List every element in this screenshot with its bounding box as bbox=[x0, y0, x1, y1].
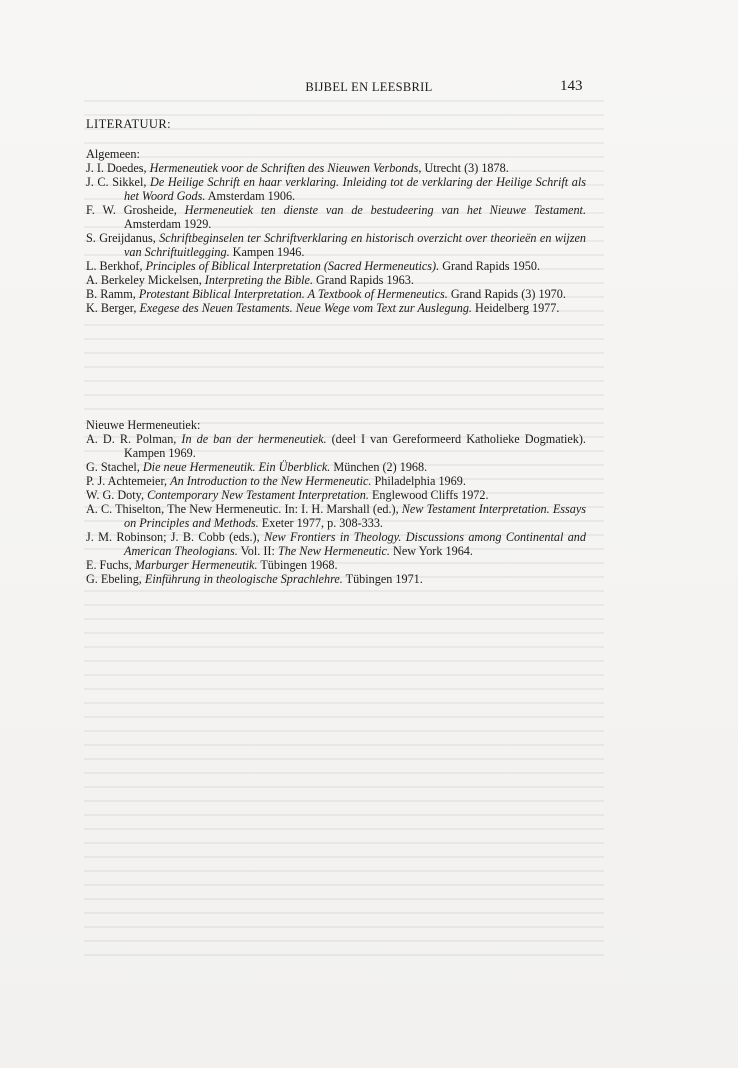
bibliography-entry: G. Ebeling, Einführung in theologische Sprachlehre. Tübingen 1971. bbox=[86, 572, 423, 586]
group-heading: Algemeen: bbox=[86, 147, 140, 161]
bibliography-entry: W. G. Doty, Contemporary New Testament Interpretation. Englewood Cliffs 1972. bbox=[86, 488, 489, 502]
bibliography-entry: L. Berkhof, Principles of Biblical Interpretation (Sacred Hermeneutics). Grand Rapids 1950. bbox=[86, 259, 541, 273]
bibliography-entry: J. I. Doedes, Hermeneutiek voor de Schriften des Nieuwen Verbonds, Utrecht (3) 1878. bbox=[86, 161, 509, 175]
bibliography-entry: B. Ramm, Protestant Biblical Interpretation. A Textbook of Hermeneutics. Grand Rapids (3) 1970. bbox=[86, 287, 566, 301]
section-heading: LITERATUUR: bbox=[86, 117, 171, 131]
page-number: 143 bbox=[560, 78, 583, 94]
bibliography-entry: A. C. Thiselton, The New Hermeneutic. In: I. H. Marshall (ed.), New Testament Interpretation. Essays on Principles and Methods. Exeter 1977, p. 308-333. bbox=[86, 502, 587, 530]
group-nieuwe-hermeneutiek bbox=[86, 418, 586, 586]
bibliography-entry: F. W. Grosheide, Hermeneutiek ten dienste van de bestudeering van het Nieuwe Testament. Amsterdam 1929. bbox=[86, 203, 586, 231]
bibliography-entry: J. C. Sikkel, De Heilige Schrift en haar verklaring. Inleiding tot de verklaring der Heilige Schrift als het Woord Gods. Amsterdam 1906. bbox=[86, 175, 586, 203]
bibliography-entry: S. Greijdanus, Schriftbeginselen ter Schriftverklaring en historisch overzicht over theorieën en wijzen van Schriftuitlegging. Kampen 1946. bbox=[86, 231, 586, 259]
group-algemeen bbox=[86, 147, 586, 315]
bibliography-entry: A. D. R. Polman, In de ban der hermeneutiek. (deel I van Gereformeerd Katholieke Dogmatiek). Kampen 1969. bbox=[86, 432, 586, 460]
bibliography-entry: E. Fuchs, Marburger Hermeneutik. Tübingen 1968. bbox=[86, 558, 338, 572]
bibliography-entry: K. Berger, Exegese des Neuen Testaments. Neue Wege vom Text zur Auslegung. Heidelberg 1977. bbox=[86, 301, 560, 315]
group-heading: Nieuwe Hermeneutiek: bbox=[86, 418, 201, 432]
bibliography-entry: A. Berkeley Mickelsen, Interpreting the Bible. Grand Rapids 1963. bbox=[86, 273, 414, 287]
bibliography-entry: J. M. Robinson; J. B. Cobb (eds.), New Frontiers in Theology. Discussions among Continental and American Theologians. Vol. II: The New Hermeneutic. New York 1964. bbox=[86, 530, 586, 558]
bibliography-entry: P. J. Achtemeier, An Introduction to the New Hermeneutic. Philadelphia 1969. bbox=[86, 474, 466, 488]
bibliography-entry: G. Stachel, Die neue Hermeneutik. Ein Überblick. München (2) 1968. bbox=[86, 460, 428, 474]
running-header: BIJBEL EN LEESBRIL bbox=[305, 80, 433, 94]
